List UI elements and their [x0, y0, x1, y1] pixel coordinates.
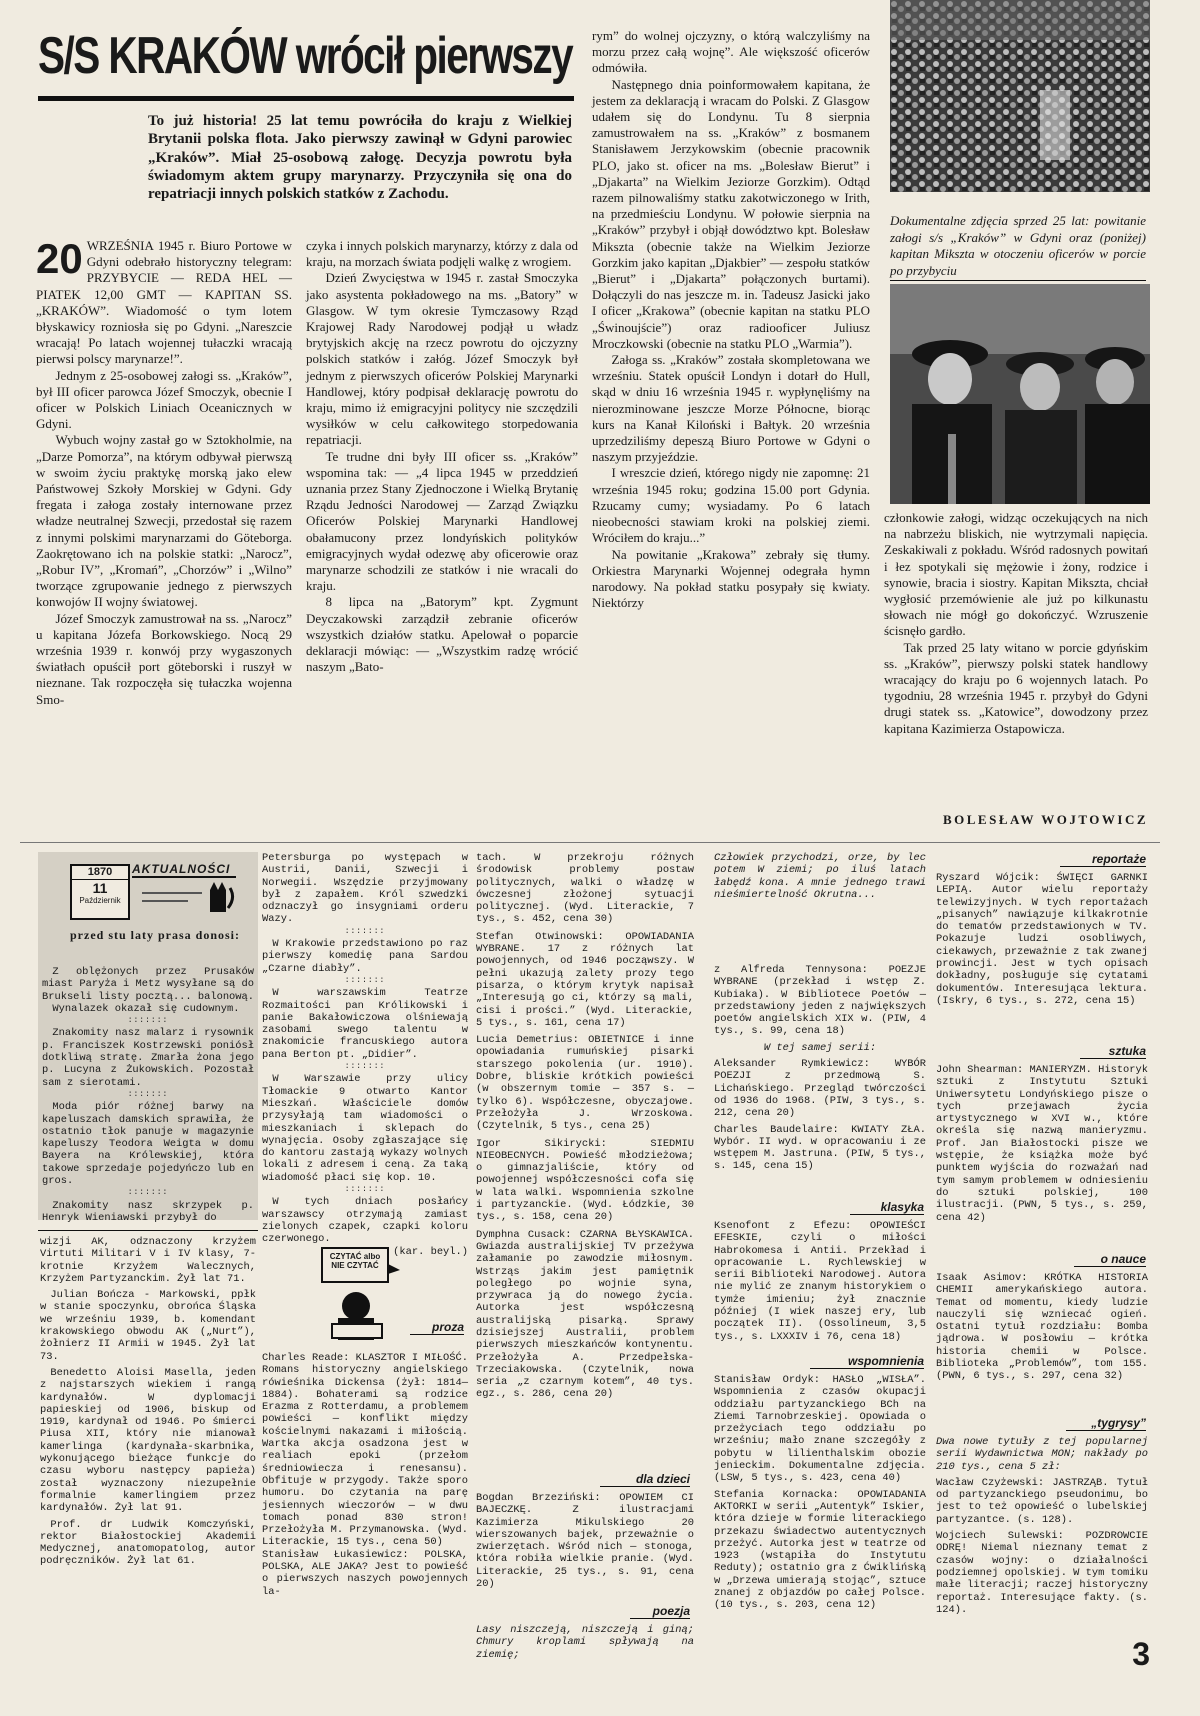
almanac-date: 1870 11 Październik	[70, 864, 130, 920]
headline-rule	[38, 96, 574, 101]
section-wspomnienia: wspomnienia	[810, 1354, 924, 1369]
books-column-d3: Isaak Asimov: KRÓTKA HISTORIA CHEMII amerykańskiego autora. Temat od momentu, kiedy ludzie nauczyli się wzniecać ogień. Ostatni tytuł rozdziału: Bomba jądrowa. W posłowiu — krótka historia chemii w Polsce. Biblioteka „Problemów”, tom 155. (PWN, 6 tys., s. 297, cena 32)	[936, 1272, 1148, 1383]
books-column-a: Charles Reade: KLASZTOR I MIŁOŚĆ. Romans historyczny angielskiego rówieśnika Dickensa (żył: 1814—1884). Bohaterami są rodzice Erazma z Rotterdamu, a problemem powieści — konflikt między kościelnymi nakazami i miłością. Wartka akcja osadzona jest w realiach epoki (przełom średniowiecza i renesansu). Obfituje w przygody. Także sporo humoru. Do czytania na parę jesiennych wieczorów — w dwu tomach ponad 830 stron! Przełożyła M. Przymanowska. (Wyd. Literackie, 15 tys., cena 50) Stanisław Łukasiewicz: POLSKA, POLSKA, ALE JAKA? Jest to powieść o pierwszych naszych powojennych la-	[262, 1352, 468, 1598]
section-proza: proza	[410, 1320, 464, 1335]
officers-photo-image	[890, 284, 1150, 504]
photo-captain-officers	[890, 284, 1150, 504]
czytac-badge: CZYTAĆ albo NIE CZYTAĆ	[318, 1244, 404, 1348]
books-column-c3: Stanisław Ordyk: HASŁO „WISŁA”. Wspomnienia z czasów okupacji oddziału partyzanckiego BCh na Ziemi Tarnobrzeskiej. Opowiada o przeżyciach tego oddziału po wrześniu; mało znane szczegóły z pobytu w lilienthalskim obozie jenieckim. Dokumentalne zdjęcia. (LSW, 5 tys., s. 423, cena 40) Stefania Kornacka: OPOWIADANIA AKTORKI w serii „Autentyk” Iskier, która dzieje w formie literackiego przekazu świadectwo autentycznych przeżyć. Autorka jest w teatrze od 1923 (wstąpiła do Instytutu Reduty); ostatnio gra z Ćwiklińską w „Drzewa umierają stojąc”, sztuce znanej z objazdów po całej Polsce. (10 tys., s. 203, cena 12)	[714, 1374, 927, 1612]
photo-crowd-welcome	[890, 0, 1150, 192]
drop-cap: 20	[36, 235, 83, 282]
books-column-b2: Bogdan Brzeziński: OPOWIEM CI BAJECZKĘ. Z ilustracjami Kazimierza Mikulskiego 20 wierszowanych bajek, przeważnie o zwierzętach. Wśród nich — stonoga, która robiła wielkie pranie. (Wyd. Literackie, 25 tys., s. 91, cena 20)	[476, 1492, 694, 1591]
almanac-subtitle: przed stu laty prasa donosi:	[70, 928, 241, 942]
page-number: 3	[1132, 1636, 1150, 1672]
section-klasyka: klasyka	[850, 1200, 924, 1215]
photo-caption: Dokumentalne zdjęcia sprzed 25 lat: powitanie załogi s/s „Kraków” w Gdyni oraz (poniżej) kapitan Mikszta w otoczeniu oficerów w porcie po przybyciu	[890, 213, 1146, 278]
section-poezja: poezja	[630, 1604, 690, 1619]
section-tygrysy: „tygrysy”	[1066, 1416, 1146, 1431]
books-column-d4: Dwa nowe tytuły z tej popularnej serii Wydawnictwa MON; nakłady po 210 tys., cena 5 zł: Wacław Czyżewski: JASTRZĄB. Tytuł od partyzanckiego pseudonimu, bo jest to też opowieść o lubelskiej partyzantce. (s. 128). Wojciech Sulewski: POZDROWCIE ODRĘ! Niemal nieznany temat z czasów wojny: o działalności podziemnej opolskiej. W tym tomiku małe literacji; raczej historyczny reportaż. Interesujące fakty. (s. 124).	[936, 1436, 1149, 1616]
article-column-2: czyka i innych polskich marynarzy, którzy z dala od kraju, na morzach świata podjęli walkę z wrogiem. Dzień Zwycięstwa w 1945 r. zastał Smoczyka jako asystenta pokładowego na ms. „Batory” w Glasgow. W tym okresie Tymczasowy Rząd Krajowej Rady Narodowej podjął u władz brytyjskich akcję na rzecz powrotu do ojczyzny polskich statków i załóg. Józef Smoczyk był jednym z pierwszych oficerów Polskiej Marynarki Handlowej, który podpisał deklarację powrotu do kraju, mimo iż emigracyjni politycy nie szczędzili wysiłków w celu całkowitego storpedowania repatriacji. Te trudne dni były III oficer ss. „Kraków” wspomina tak: — „4 lipca 1945 w przeddzień uznania przez Stany Zjednoczone i Wielką Brytanię Rządu Jedności Narodowej — Zarząd Związku Oficerów Polskiej Marynarki Handlowej obałamucony przez londyńskich polityków emigracyjnych wydał odezwę aby oficerowie oraz marynarze schodzili ze statków i nie wracali do kraju. 8 lipca na „Batorym” kpt. Zygmunt Deyczakowski zarządził zebranie oficerów wszystkich działów statku. Apelował o poparcie deklaracji mówiąc: — „Wszystkim radzę wrócić naszym „Bato-	[306, 238, 578, 675]
books-column-c2: Ksenofont z Efezu: OPOWIEŚCI EFESKIE, czyli o miłości Habrokomesa i Antii. Przekład i opracowanie L. Rychlewskiej w serii Biblioteki Narodowej. Autora nie mylić ze znanym historykiem o tymże imieniu; żył znacznie później (I wiek naszej ery, lub początek II). (Ossolineum, 3,5 tys., s. LXXXIV i 76, cena 18)	[714, 1220, 927, 1343]
lead-paragraph: To już historia! 25 lat temu powróciła do kraju z Wielkiej Brytanii polska flota. Jako pierwszy zawinął w Gdyni parowiec „Kraków”. Miał 25-osobową załogę. Decyzja powrotu była świadomym aktem grupy marynarzy. Przyczyniła się ona do repatriacji innych polskich statków z Zachodu.	[148, 113, 572, 203]
caption-rule	[890, 280, 1146, 281]
obits-rule	[38, 1230, 258, 1231]
books-column-d2: John Shearman: MANIERYZM. Historyk sztuki z Instytutu Sztuki Uniwersytetu Londyńskiego pisze o tych przejawach życia artystycznego w XVI w., które określa się nazwą manieryzmu. Prof. Jan Białostocki pisze we wstępie, że książka może być punktem wyjścia do rozważań nad tym samym problemem w odniesieniu do sztuki polskiej, 100 ilustracji. (PWN, 5 tys., s. 259, cena 42)	[936, 1064, 1149, 1224]
article-column-3: rym” do wolnej ojczyzny, o którą walczyliśmy na morzu przez całą wojnę”. Ale większość oficerów odmówiła. Następnego dnia poinformowałem kapitana, że jestem za deklaracją i wracam do Polski. Z Glasgow udałem się do Londynu. Tu 8 sierpnia zamustrowałem na ss. „Kraków” z bosmanem Stanisławem Jerzykowskim (obecnie pracownik PLO, jako st. oficer na ms. „Bolesław Bierut” i „Djakarta” na Wielkim Jeziorze Gorzkim). Odtąd razem pilnowaliśmy statku zakotwiczonego w Irith, na przedmieściu Londynu. W połowie sierpnia na „Kraków” przybył i objął dowództwo kpt. Bolesław Mikszta (obecnie także na Wielkim Jeziorze Gorzkim jako kapitan „Djakbier” — zespołu statków „Bierut” i „Djakarta” połączonych burtami). Dołączyli do nas jeszcze m. in. Tadeusz Jasicki jako I oficer „Krakowa” (obecnie kapitan na statku PLO „Świnoujście”) oraz radiooficer Juliusz Mroczkowski (obecnie na statku PLO „Warmia”). Załoga ss. „Kraków” została skompletowana we wrześniu. Statek opuścił Londyn i dotarł do Hull, skąd w dniu 16 września 1945 r. wypłynęliśmy na nierozminowane jeszcze Morze Północne, biorąc kurs na Kanał Kiloński i Bałtyk. 20 września uprzedziliśmy depeszą Biuro Portowe w Gdyni o naszym przyjeździe. I wreszcie dzień, którego nigdy nie zapomnę: 21 września 1945 roku; godzina 15.00 port Gdynia. Rzucamy cumy; wysiadamy. Po 6 latach nieobecności stawiam kroki na polskiej ziemi. Wróciłem do kraju...” Na powitanie „Krakowa” zebrały się tłumy. Orkiestra Marynarki Wojennej odegrała hymn narodowy. Na pokład statku posypały się kwiaty. Niektórzy	[592, 28, 870, 611]
section-sztuka: sztuka	[1080, 1044, 1146, 1059]
article-column-1: 20 WRZEŚNIA 1945 r. Biuro Portowe w Gdyni odebrało historyczny telegram: PRZYBYCIE — REDA HEL — PIATEK 12,00 GMT — KAPITAN SS. „KRAKÓW”. Wiadomość o tym lotem błyskawicy rozniosła się po Gdyni. „Nareszcie wracają! Po latach wojennej tułaczki wracają pierwsi polscy marynarze!”. Jednym z 25-osobowej załogi ss. „Kraków”, był III oficer parowca Józef Smoczyk, obecnie I oficer w Polskich Liniach Oceanicznych w Gdyni. Wybuch wojny zastał go w Sztokholmie, na „Darze Pomorza”, na którym odbywał pierwszą w swoim życiu praktykę morską jako elew Państwowej Szkoły Morskiej w Gdyni. Gdy fregata i załoga zostały internowane przez władze neutralnej Szwecji, przedostał się razem z innymi polskimi marynarzami do Göteborga. Zaokrętowano ich na polskie statki: „Narocz”, „Robur IV”, „Kromań”, „Chorzów” i „Wilno” tworzące zgrupowanie jednego z pierwszych konwojów II wojny światowej. Józef Smoczyk zamustrował na ss. „Narocz” u kapitana Józefa Borkowskiego. Nocą 29 września 1939 r. konwój przy wygaszonych światłach opuścił port göteborski i ruszył w nieznane. Tak rozpoczęła się tułaczka wojenna Smo-	[36, 235, 292, 707]
obituaries-column: wizji AK, odznaczony krzyżem Virtuti Militari V i IV klasy, 7-krotnie Krzyżem Walecznych, Krzyżem Partyzanckim. Żył lat 71. Julian Bończa - Markowski, ppłk w stanie spoczynku, obrońca Śląska we wrześniu 1939, b. komendant krakowskiego obwodu AK („Nurt”), żołnierz II Armii w 1945. Żył lat 73. Benedetto Aloisi Masella, jeden z najstarszych wiekiem i rangą kardynałów. W dyplomacji papieskiej od 1906, biskup od 1919, kardynał od 1946. Po śmierci Piusa XII, który nie mianował kamerlinga (kardynała-skarbnika, wykonującego bieżące funkcje do czasu wyboru następcy papieża) został wyznaczony niezupełnie formalnie kamerlingiem przez kardynałów. Żył lat 91. Prof. dr Ludwik Komczyński, rektor Białostockiej Akademii Medycznej, anatomopatolog, autor podręczników. Żył lat 61.	[40, 1236, 256, 1568]
books-column-d1: Ryszard Wójcik: ŚWIĘCI GARNKI LEPIĄ. Autor wielu reportaży telewizyjnych. W tych reportażach „pisanych” nawiązuje kilkakrotnie do tematów przedstawionych w TV. Pokazuje ludzi osobliwych, ciekawych, przeważnie z tak zwanej prowincji. Jest w tych opisach dokładny, posługuje się cytatami dokumentów. Interesująca lektura. (Iskry, 6 tys., s. 272, cena 15)	[936, 872, 1149, 1007]
poem-fragment-2: Człowiek przychodzi, orze, by lec potem W ziemi; po iluś latach łabędź kona. A mnie jednego trawi nieśmiertelność Okrutna...	[714, 852, 926, 901]
almanac-column-2: Petersburga po występach w Austrii, Danii, Szwecji i Norwegii. Wszędzie przyjmowany był z zapałem. Król szwedzki odznaczył go insygniami orderu Wazy. ::::::: W Krakowie przedstawiono po raz pierwszy komedię pana Sardou „Czarne diabły”. ::::::: W warszawskim Teatrze Rozmaitości pan Królikowski i panie Bakałowiczowa olśniewają zasobami swego talentu w znakomicie francuskiego autora pana Berton pt. „Didier”. ::::::: W Warszawie przy ulicy Tłomackie 9 otwarto Kantor Mieszkań. Właściciele domów przysyłają tam wiadomości o mieszkaniach i sklepach do wynajęcia. Osoby zgłaszające się do kantoru zastają wykazy wolnych lokali z adresem i ceną. Za taką wiadomość płaci się kop. 10. ::::::: W tych dniach posłańcy warszawscy otrzymają zamiast zielonych czapek, czapki koloru czerwonego. (kar. beyl.)	[262, 852, 468, 1258]
section-divider	[20, 842, 1160, 843]
section-reportaze: reportaże	[1060, 852, 1146, 867]
author-byline: BOLESŁAW WOJTOWICZ	[942, 812, 1148, 827]
books-column-b: tach. W przekroju różnych środowisk problemy postaw politycznych, walki o władzę w ówczesnej złożonej sytuacji politycznej. (Wyd. Literackie, 7 tys., s. 452, cena 30) Stefan Otwinowski: OPOWIADANIA WYBRANE. 17 z różnych lat powojennych, od 1946 począwszy. W pełni ukazują zalety prozy tego pisarza, o którym krytyk napisał „Interesują go ci, którzy są mali, cisi i prości.” (Wyd. Literackie, 5 tys., s. 161, cena 17) Lucia Demetrius: OBIETNICE i inne opowiadania rumuńskiej pisarki starszego pokolenia (ur. 1910). Dobre, bliskie krótkich powieści (w obszernym tomie — 357 s. — tylko 6). Współczesne, obyczajowe. Przełożyła J. Wrzoskowa. (Czytelnik, 5 tys., cena 25) Igor Sikirycki: SIEDMIU NIEOBECNYCH. Powieść młodzieżowa; o gimnazjaliście, który od powojennej współczesności cofa się w lata walki. Wspomnienia szkolne i partyzanckie. (Wyd. Łódzkie, 30 tys., s. 158, cena 20) Dymphna Cusack: CZARNA BŁYSKAWICA. Gwiazda australijskiej TV przeżywa załamanie po zawodzie miłosnym. Wstrząs jakim jest pamiętnik poległego po wojnie syna, przywraca ją do nowego życia. Autorka jest współczesną australijską pisarką. Sprawy dzisiejszej Australii, problem pierwszych mieszkańców kontynentu. Przełożyła A. Przedpełska-Trzeciakowska. (Czytelnik, nowa seria „z czarnym kotem”, 40 tys. egz., s. 286, cena 20)	[476, 852, 694, 1401]
cat-icon	[132, 878, 236, 916]
almanac-column-1: Z oblężonych przez Prusaków miast Paryża i Metz wysyłane są do Brukseli listy pocztą... balonową. Wynalazek okazał się cudownym. ::::::: Znakomity nasz malarz i rysownik p. Franciszek Kostrzewski poniósł dotkliwą stratę. Zmarła żona jego p. Lucyna z Żukowskich. Pozostał sam z sierotami. ::::::: Moda piór różnej barwy na kapeluszach damskich sprawiła, że ostatnio tłok panuje w magazynie kapeluszy Teodora Weigta w domu Bayera na Królewskiej, która takowe sprzedaje pojedyńczo lub en gros. ::::::: Znakomity nasz skrzypek p. Henryk Wieniawski przybył do	[42, 966, 255, 1224]
books-column-c: z Alfreda Tennysona: POEZJE WYBRANE (przekład i wstęp Z. Kubiaka). W Bibliotece Poetów — przedstawiony jeden z największych poetów angielskich XIX w. (PIW, 4 tys., s. 99, cena 18) W tej samej serii: Aleksander Rymkiewicz: WYBÓR POEZJI z przedmową S. Lichańskiego. Przegląd twórczości od 1936 do 1968. (PIW, 3 tys., s. 212, cena 20) Charles Baudelaire: KWIATY ZŁA. Wybór. II wyd. w opracowaniu i ze wstępem M. Jastruna. (PIW, 5 tys., s. 145, cena 15)	[714, 964, 927, 1173]
section-o-nauce: o nauce	[1074, 1252, 1146, 1267]
section-dla-dzieci: dla dzieci	[600, 1472, 690, 1487]
poem-fragment-1: Lasy niszczeją, niszczeją i giną; Chmury kroplami spływają na ziemię;	[476, 1624, 694, 1661]
article-column-4: członkowie załogi, widząc oczekujących na nich na nabrzeżu bliskich, nie wytrzymali napięcia. Zeskakiwali z pokładu. Wśród radosnych powitań i łez spotykali się mężowie i żony, rodzice i synowie, bracia i siostry. Kapitan Mikszta, chciał wygłosić przemówienie ale już po kilkunastu słowach nie mógł go dokończyć. Wzruszenie ścisnęło gardło. Tak przed 25 laty witano w porcie gdyńskim ss. „Kraków”, pierwszy polski statek handlowy wracający do kraju po 6 wojennych latach. Po tygodniu, 28 września 1945 r. przybył do Gdyni drugi statek ss. „Katowice”, dowodzony przez kapitana Kazimierza Ostapowicza.	[884, 510, 1148, 736]
crowd-photo-image	[890, 0, 1150, 192]
headline: S/S KRAKÓW wrócił pierwszy	[38, 27, 573, 85]
almanac-logo: AKTUALNOŚCI	[132, 862, 236, 918]
